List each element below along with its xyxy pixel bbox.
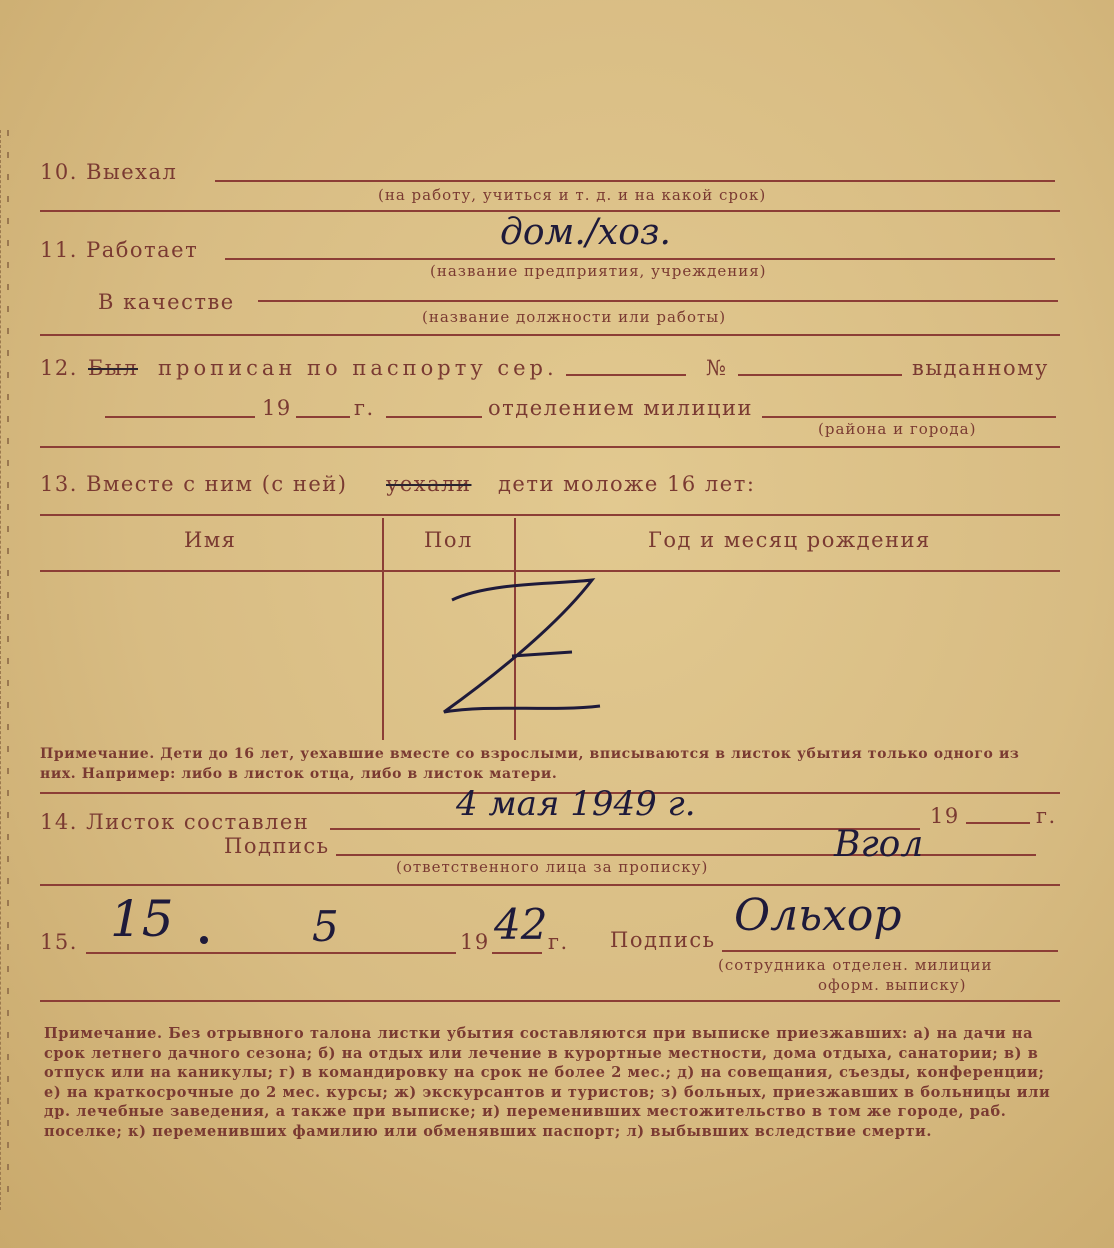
passport-number-line	[738, 374, 902, 376]
field-11-hint: (название предприятия, учреждения)	[430, 262, 767, 280]
perforation-tick	[7, 1120, 9, 1126]
perforation-tick	[7, 834, 9, 840]
perforation-tick	[7, 1098, 9, 1104]
perforation-tick	[7, 878, 9, 884]
divider	[40, 884, 1060, 886]
perforation-tick	[7, 1054, 9, 1060]
note-2-text: Без отрывного талона листки убытия составляются при выписке приезжавших: а) на дачи на срок летнего дачного сезона; б) на отдых или лечение в курортные местности, дома отдыха, санатории; в) в отпуск или на каникулы; г) в командировку на срок не более 2 мес.; д) на совещания, съезды, конференции; е) на краткосрочные до 2 мес. курсы; ж) экскурсантов и туристов; з) больных, приезжавших в больницы или др. лечебные заведения, а также при выписке; и) переменивших местожительство в том же городе, раб. поселке; к) переменивших фамилию или обменявших паспорт; л) выбывших вследствие смерти.	[44, 1025, 1051, 1140]
field-14-handwritten-date: 4 мая 1949 г.	[456, 784, 696, 824]
field-11-handwritten-value: дом./хоз.	[500, 212, 671, 253]
field-14-date-line	[330, 828, 920, 830]
perforation-tick	[7, 592, 9, 598]
field-15-year-value: 42	[494, 900, 548, 949]
perforation-tick	[7, 1186, 9, 1192]
perforation-tick	[7, 262, 9, 268]
field-12-g: г.	[354, 396, 375, 420]
perforation-tick	[7, 130, 9, 136]
perforation-tick	[7, 504, 9, 510]
perforation-tick	[7, 548, 9, 554]
field-15-sign-label: Подпись	[610, 928, 716, 952]
field-10-line	[215, 180, 1055, 182]
field-12-text: прописан по паспорту сер.	[158, 356, 558, 380]
field-15-year-line	[492, 952, 542, 954]
perforation-tick	[7, 526, 9, 532]
dept-line	[762, 416, 1056, 418]
column-header-birth: Год и месяц рождения	[648, 528, 931, 552]
divider	[40, 334, 1060, 336]
perforation-tick	[7, 812, 9, 818]
role-hint: (название должности или работы)	[422, 308, 727, 326]
field-13-label: 13. Вместе с ним (с ней)	[40, 472, 348, 496]
field-12-dept: отделением милиции	[488, 396, 753, 420]
perforation-tick	[7, 174, 9, 180]
divider	[40, 1000, 1060, 1002]
perforation-tick	[7, 636, 9, 642]
note-2-title: Примечание.	[44, 1025, 163, 1042]
issue-date-line	[105, 416, 255, 418]
field-10-label: 10. Выехал	[40, 160, 178, 184]
role-label: В качестве	[98, 290, 235, 314]
perforation-tick	[7, 284, 9, 290]
field-13-text: дети моложе 16 лет:	[498, 472, 756, 496]
perforation-tick	[7, 768, 9, 774]
field-14-year-line	[966, 822, 1030, 824]
field-14-sign-line	[336, 854, 1036, 856]
perforation-tick	[7, 944, 9, 950]
field-15-hint-2: оформ. выписку)	[818, 976, 967, 994]
perforation-tick	[7, 658, 9, 664]
perforation-edge	[0, 130, 19, 1210]
perforation-tick	[7, 856, 9, 862]
perforation-tick	[7, 1010, 9, 1016]
perforation-tick	[7, 460, 9, 466]
field-15-signature: Ольхор	[734, 890, 902, 941]
field-14-signature: Вгол	[834, 824, 924, 865]
note-1	[40, 744, 1060, 784]
perforation-tick	[7, 240, 9, 246]
perforation-tick	[7, 702, 9, 708]
perforation-tick	[7, 218, 9, 224]
field-12-struck-word: Был	[88, 356, 138, 380]
ink-dot	[200, 936, 208, 944]
field-15-label: 15.	[40, 930, 78, 954]
note-2	[44, 1024, 1060, 1141]
field-10-hint: (на работу, учиться и т. д. и на какой срок)	[378, 186, 767, 204]
perforation-tick	[7, 1164, 9, 1170]
field-11-label: 11. Работает	[40, 238, 199, 262]
field-15-month: 5	[312, 902, 339, 951]
perforation-tick	[7, 328, 9, 334]
passport-number-sign: №	[706, 356, 728, 380]
divider	[40, 446, 1060, 448]
perforation-tick	[7, 438, 9, 444]
field-11-line	[225, 258, 1055, 260]
field-14-sign-label: Подпись	[224, 834, 330, 858]
field-15-g: г.	[548, 930, 569, 954]
z-cancel-mark	[430, 572, 610, 722]
field-12-hint: (района и города)	[818, 420, 977, 438]
perforation-tick	[7, 746, 9, 752]
perforation-tick	[7, 196, 9, 202]
perforation-tick	[7, 482, 9, 488]
perforation-tick	[7, 680, 9, 686]
passport-series-line	[566, 374, 686, 376]
perforation-tick	[7, 152, 9, 158]
perforation-tick	[7, 416, 9, 422]
perforation-tick	[7, 1142, 9, 1148]
perforation-tick	[7, 570, 9, 576]
table-top-rule	[40, 514, 1060, 516]
field-15-date-line	[86, 952, 456, 954]
field-15-sign-line	[722, 950, 1058, 952]
perforation-tick	[7, 372, 9, 378]
issue-extra-line	[386, 416, 482, 418]
field-13-struck-word: уехали	[386, 472, 472, 496]
field-12-year: 19	[262, 396, 292, 420]
perforation-tick	[7, 900, 9, 906]
field-14-g: г.	[1036, 804, 1057, 828]
note-1-text: Дети до 16 лет, уехавшие вместе со взрослыми, вписываются в листок убытия только одного из них. Например: либо в листок отца, либо в листок матери.	[40, 746, 1020, 782]
field-14-label: 14. Листок составлен	[40, 810, 310, 834]
perforation-tick	[7, 394, 9, 400]
field-12-issued: выданному	[912, 356, 1049, 380]
perforation-tick	[7, 614, 9, 620]
perforation-tick	[7, 306, 9, 312]
field-14-year: 19	[930, 804, 960, 828]
perforation-tick	[7, 988, 9, 994]
role-line	[258, 300, 1058, 302]
column-header-sex: Пол	[424, 528, 473, 552]
note-1-title: Примечание.	[40, 746, 155, 762]
perforation-tick	[7, 790, 9, 796]
perforation-tick	[7, 1032, 9, 1038]
table-column-divider	[382, 518, 384, 740]
field-14-sign-hint: (ответственного лица за прописку)	[396, 858, 709, 876]
perforation-tick	[7, 1076, 9, 1082]
column-header-name: Имя	[184, 528, 237, 552]
perforation-tick	[7, 350, 9, 356]
field-15-day: 15	[110, 890, 174, 948]
issue-year-line	[296, 416, 350, 418]
field-15-hint-1: (сотрудника отделен. милиции	[718, 956, 993, 974]
field-12-number: 12.	[40, 356, 78, 380]
perforation-tick	[7, 966, 9, 972]
perforation-tick	[7, 922, 9, 928]
perforation-tick	[7, 724, 9, 730]
field-15-year-prefix: 19	[460, 930, 490, 954]
